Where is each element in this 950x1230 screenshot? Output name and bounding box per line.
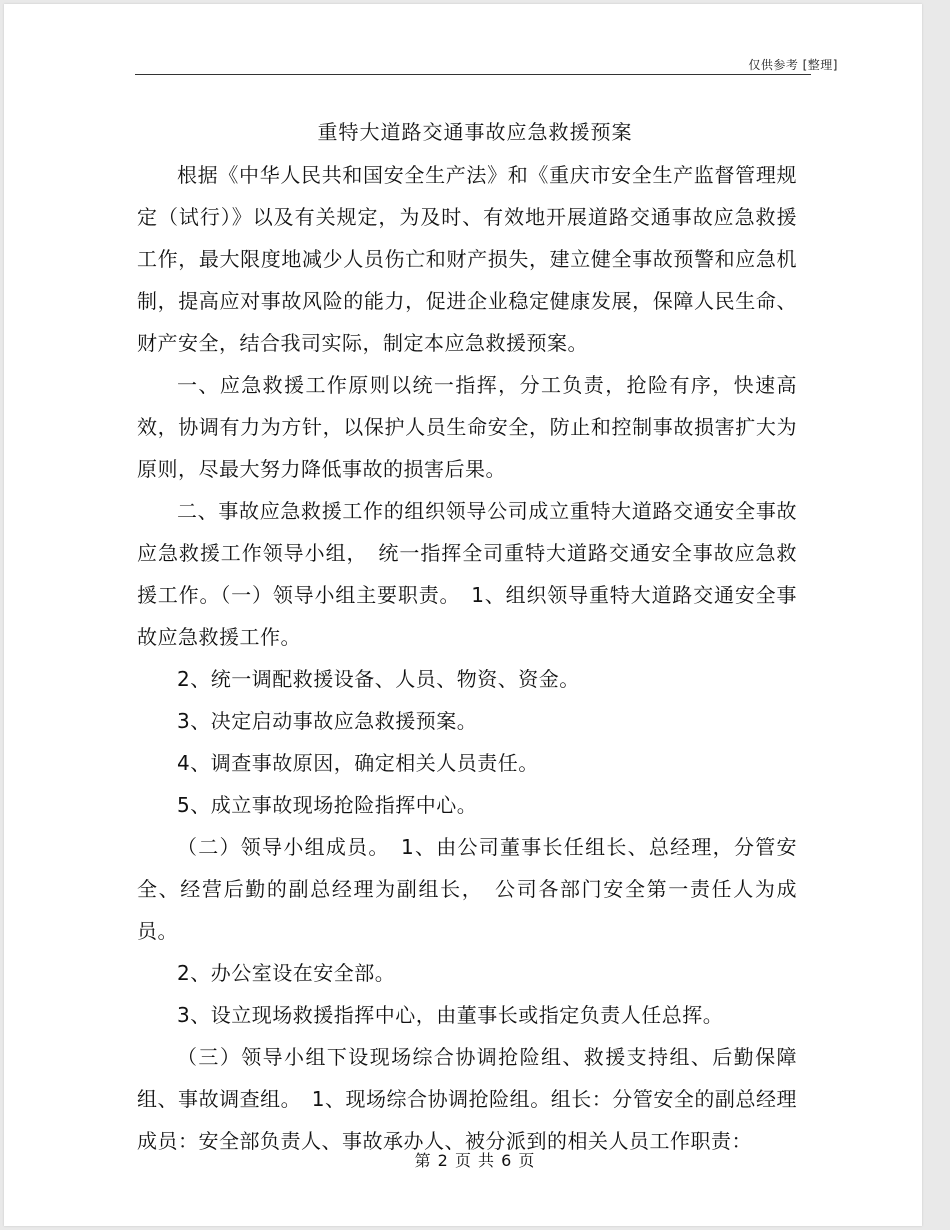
paragraph-duty-5: 5、成立事故现场抢险指挥中心。	[177, 793, 478, 817]
paragraph-intro: 根据《中华人民共和国安全生产法》和《重庆市安全生产监督管理规定（试行）》以及有关规定，为及时、有效地开展道路交通事故应急救援工作，最大限度地减少人员伤亡和财产损失，建立健全事故预警和应急机制，提高应对事故风险的能力，促进企业稳定健康发展，保障人民生命、财产安全，结合我司实际，制定本应急救援预案。	[137, 163, 797, 355]
paragraph-duty-3: 3、决定启动事故应急救援预案。	[177, 709, 478, 733]
paragraph-duty-4: 4、调查事故原因，确定相关人员责任。	[177, 751, 539, 775]
header-note: 仅供参考 [整理]	[748, 58, 838, 72]
header-divider	[135, 74, 811, 75]
paragraph-duty-2: 2、统一调配救援设备、人员、物资、资金。	[177, 667, 580, 691]
paragraph-command-center: 3、设立现场救援指挥中心，由董事长或指定负责人任总挥。	[177, 1003, 724, 1027]
paragraph-organization: 二、事故应急救援工作的组织领导公司成立重特大道路交通安全事故应急救援工作领导小组， 统一指挥全司重特大道路交通安全事故应急救援工作。（一）领导小组主要职责。 1、组织领导重特大道路交通安全事故应急救援工作。	[137, 499, 797, 649]
document-title: 重特大道路交通事故应急救援预案	[317, 120, 633, 144]
paragraph-principles: 一、应急救援工作原则以统一指挥，分工负责，抢险有序，快速高效，协调有力为方针，以保护人员生命安全，防止和控制事故损害扩大为原则，尽最大努力降低事故的损害后果。	[137, 373, 797, 481]
page-number: 第 2 页 共 6 页	[414, 1151, 536, 1170]
paragraph-office: 2、办公室设在安全部。	[177, 961, 396, 985]
paragraph-subgroups: （三）领导小组下设现场综合协调抢险组、救援支持组、后勤保障组、事故调查组。 1、现场综合协调抢险组。组长：分管安全的副总经理成员：安全部负责人、事故承办人、被分派到的相关人员工作职责：	[137, 1045, 797, 1153]
paragraph-members: （二）领导小组成员。 1、由公司董事长任组长、总经理，分管安全、经营后勤的副总经理为副组长， 公司各部门安全第一责任人为成员。	[137, 835, 797, 943]
document-body	[137, 154, 797, 1162]
